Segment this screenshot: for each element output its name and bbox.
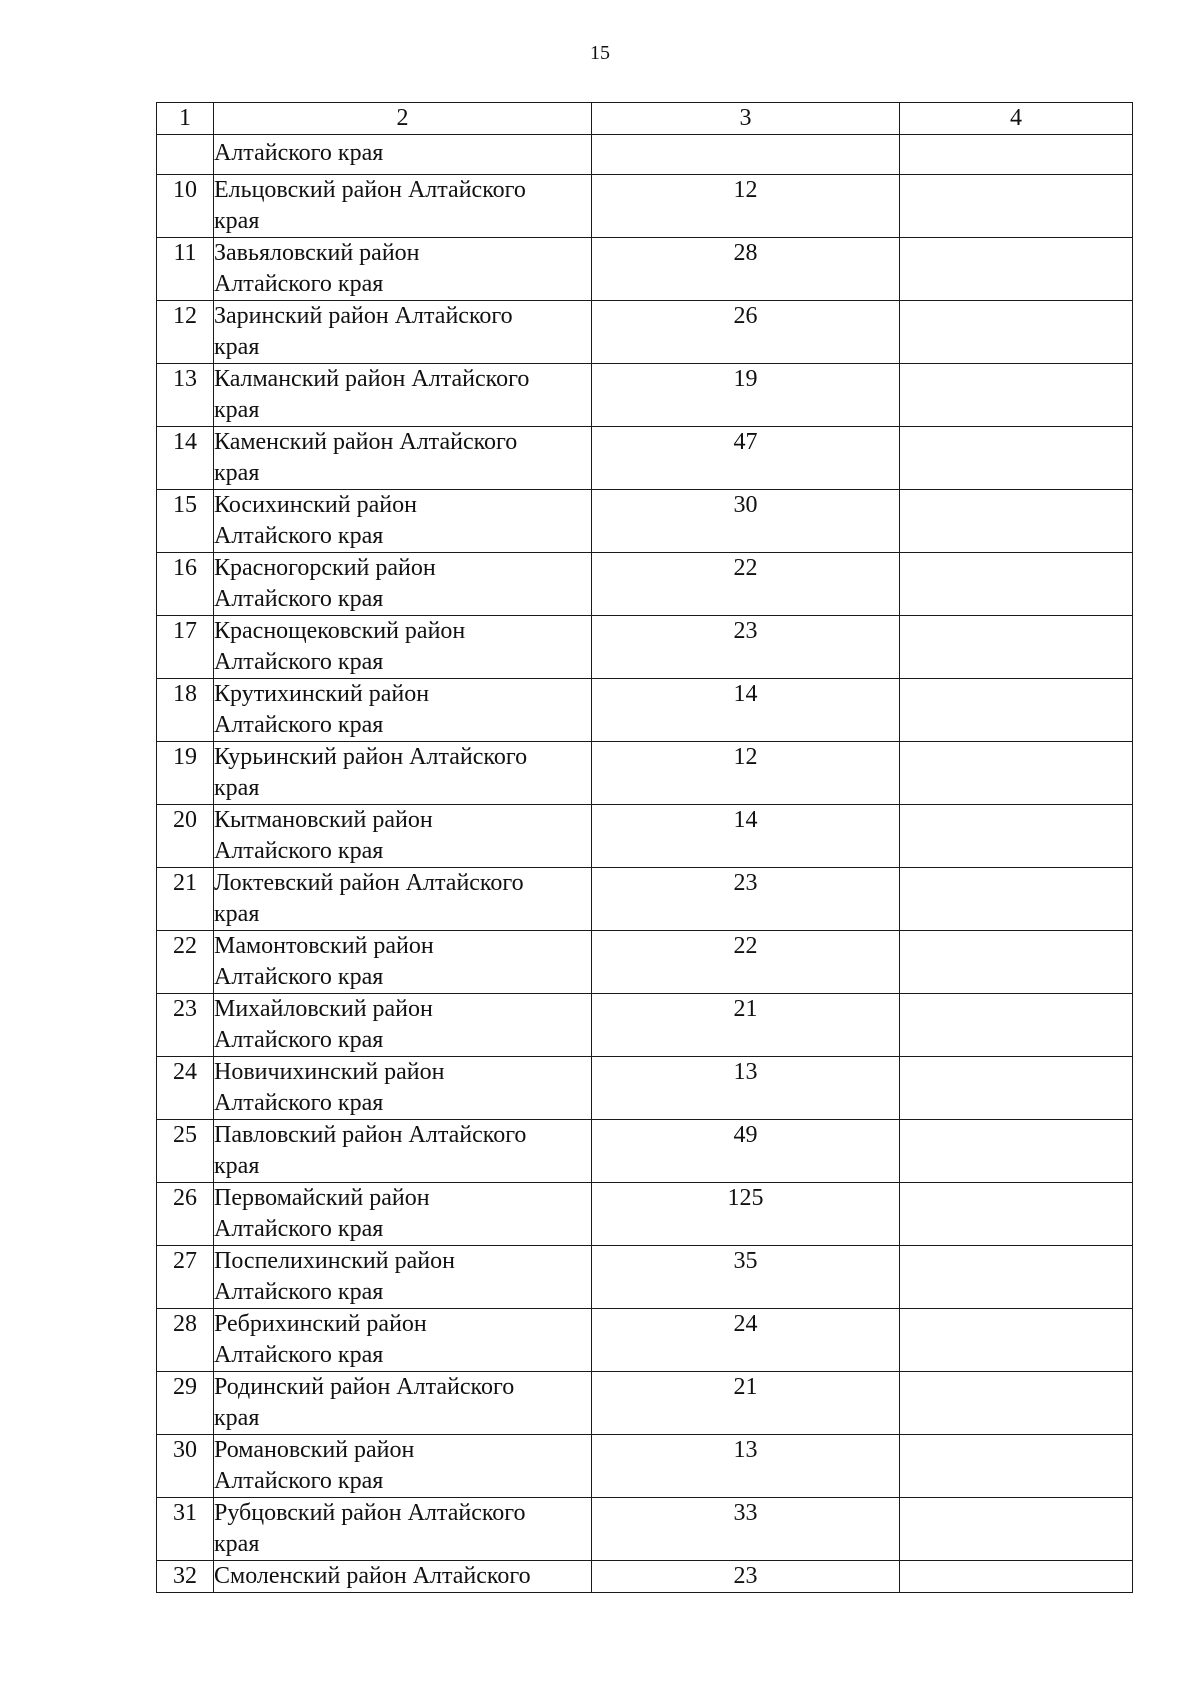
district-name-cell: Смоленский район Алтайского	[214, 1561, 592, 1593]
row-number-cell: 30	[157, 1435, 214, 1498]
district-name-cell	[214, 175, 592, 238]
count-cell: 23	[592, 1561, 900, 1593]
districts-table	[156, 102, 1133, 1593]
note-cell	[900, 616, 1133, 679]
district-name-cell	[214, 1183, 592, 1246]
note-cell	[900, 742, 1133, 805]
district-name-line-1: Калманский район Алтайского	[214, 366, 530, 392]
district-name-line-1: Рубцовский район Алтайского	[214, 1500, 526, 1526]
district-name-line-1: Романовский район	[214, 1437, 415, 1463]
district-name-cell	[214, 1372, 592, 1435]
district-name-line-1: Мамонтовский район	[214, 933, 434, 959]
district-name-cell	[214, 742, 592, 805]
district-name-line-2: края	[214, 1405, 260, 1431]
row-number-cell: 31	[157, 1498, 214, 1561]
count-cell: 19	[592, 364, 900, 427]
district-name-line-2: края	[214, 334, 260, 360]
district-name-line-2: Алтайского края	[214, 1216, 384, 1242]
count-cell: 14	[592, 805, 900, 868]
table-row	[157, 679, 1133, 742]
table-row	[157, 364, 1133, 427]
district-name-line-2: края	[214, 208, 260, 234]
district-name-cell	[214, 1498, 592, 1561]
row-number-cell: 28	[157, 1309, 214, 1372]
district-name-cell	[214, 553, 592, 616]
row-number-cell: 12	[157, 301, 214, 364]
row-number-cell: 17	[157, 616, 214, 679]
district-name-line-2: края	[214, 1153, 260, 1179]
row-number-cell: 24	[157, 1057, 214, 1120]
count-cell: 47	[592, 427, 900, 490]
count-cell: 24	[592, 1309, 900, 1372]
row-number-cell: 10	[157, 175, 214, 238]
page-number: 15	[590, 42, 610, 64]
district-name-line-2: Алтайского края	[214, 1468, 384, 1494]
table-row	[157, 175, 1133, 238]
table-row	[157, 742, 1133, 805]
row-number-cell: 25	[157, 1120, 214, 1183]
note-cell	[900, 490, 1133, 553]
count-cell: 13	[592, 1435, 900, 1498]
district-name-line-2: края	[214, 775, 260, 801]
table-row	[157, 1498, 1133, 1561]
district-name-line-1: Ельцовский район Алтайского	[214, 177, 526, 203]
row-number-cell: 23	[157, 994, 214, 1057]
count-cell: 28	[592, 238, 900, 301]
table-row	[157, 1057, 1133, 1120]
count-cell: 33	[592, 1498, 900, 1561]
district-name-cell	[214, 301, 592, 364]
table-header-row	[157, 103, 1133, 135]
table-row	[157, 1309, 1133, 1372]
note-cell	[900, 868, 1133, 931]
district-name-cell	[214, 1246, 592, 1309]
district-name-cell	[214, 616, 592, 679]
district-name-line-2: края	[214, 901, 260, 927]
note-cell	[900, 1561, 1133, 1593]
district-name-line-1: Курьинский район Алтайского	[214, 744, 528, 770]
count-cell: 23	[592, 868, 900, 931]
count-cell: 125	[592, 1183, 900, 1246]
count-cell: 12	[592, 742, 900, 805]
district-name-cell	[214, 805, 592, 868]
district-name-line-1: Крутихинский район	[214, 681, 430, 707]
note-cell	[900, 1498, 1133, 1561]
row-number-cell: 21	[157, 868, 214, 931]
district-name-cell	[214, 1120, 592, 1183]
count-cell: 26	[592, 301, 900, 364]
note-cell	[900, 301, 1133, 364]
district-name-cell	[214, 427, 592, 490]
count-cell: 23	[592, 616, 900, 679]
district-name-line-2: края	[214, 397, 260, 423]
district-name-cell	[214, 931, 592, 994]
row-number-cell: 11	[157, 238, 214, 301]
table-row	[157, 994, 1133, 1057]
district-name-line-2: Алтайского края	[214, 586, 384, 612]
district-name-line-1: Красногорский район	[214, 555, 436, 581]
count-cell	[592, 135, 900, 175]
district-name-cell	[214, 679, 592, 742]
row-number-cell: 27	[157, 1246, 214, 1309]
district-name-cell	[214, 1057, 592, 1120]
note-cell	[900, 679, 1133, 742]
count-cell: 12	[592, 175, 900, 238]
table-row	[157, 931, 1133, 994]
table-row	[157, 1183, 1133, 1246]
district-name-line-2: Алтайского края	[214, 838, 384, 864]
note-cell	[900, 1120, 1133, 1183]
district-name-line-1: Павловский район Алтайского	[214, 1122, 527, 1148]
count-cell: 13	[592, 1057, 900, 1120]
note-cell	[900, 1246, 1133, 1309]
district-name-cell	[214, 994, 592, 1057]
note-cell	[900, 427, 1133, 490]
row-number-cell	[157, 135, 214, 175]
row-number-cell: 19	[157, 742, 214, 805]
district-name-line-2: Алтайского края	[214, 649, 384, 675]
note-cell	[900, 1057, 1133, 1120]
table-row	[157, 1246, 1133, 1309]
count-cell: 21	[592, 994, 900, 1057]
district-name-line-1: Кытмановский район	[214, 807, 433, 833]
district-name-line-1: Поспелихинский район	[214, 1248, 455, 1274]
count-cell: 22	[592, 931, 900, 994]
column-header-1: 1	[157, 103, 214, 135]
district-name-line-2: Алтайского края	[214, 1090, 384, 1116]
table-row	[157, 1435, 1133, 1498]
note-cell	[900, 994, 1133, 1057]
table-row	[157, 553, 1133, 616]
table-row	[157, 301, 1133, 364]
table-row-continuation	[157, 135, 1133, 175]
district-name-cell	[214, 238, 592, 301]
count-cell: 14	[592, 679, 900, 742]
district-name-line-2: края	[214, 460, 260, 486]
note-cell	[900, 175, 1133, 238]
count-cell: 35	[592, 1246, 900, 1309]
district-name-line-2: Алтайского края	[214, 1027, 384, 1053]
district-name-cell	[214, 1309, 592, 1372]
district-name-cell	[214, 364, 592, 427]
table-row	[157, 490, 1133, 553]
district-name-line-2: Алтайского края	[214, 523, 384, 549]
count-cell: 30	[592, 490, 900, 553]
district-name-line-1: Каменский район Алтайского	[214, 429, 518, 455]
note-cell	[900, 238, 1133, 301]
district-name-line-1: Новичихинский район	[214, 1059, 445, 1085]
district-name-line-2: Алтайского края	[214, 712, 384, 738]
note-cell	[900, 135, 1133, 175]
table-row	[157, 868, 1133, 931]
district-name-line-1: Краснощековский район	[214, 618, 466, 644]
column-header-3: 3	[592, 103, 900, 135]
district-name-cell	[214, 868, 592, 931]
district-name-line-1: Заринский район Алтайского	[214, 303, 513, 329]
district-name-line-2: Алтайского края	[214, 271, 384, 297]
row-number-cell: 26	[157, 1183, 214, 1246]
district-name-line-2: края	[214, 1531, 260, 1557]
table-row	[157, 805, 1133, 868]
district-name-cell: Алтайского края	[214, 135, 592, 175]
district-name-line-1: Первомайский район	[214, 1185, 430, 1211]
district-name-cell	[214, 1435, 592, 1498]
note-cell	[900, 805, 1133, 868]
note-cell	[900, 553, 1133, 616]
district-name-line-1: Ребрихинский район	[214, 1311, 427, 1337]
column-header-4: 4	[900, 103, 1133, 135]
column-header-2: 2	[214, 103, 592, 135]
district-name-line-1: Локтевский район Алтайского	[214, 870, 524, 896]
district-name-line-1: Косихинский район	[214, 492, 417, 518]
note-cell	[900, 1435, 1133, 1498]
row-number-cell: 13	[157, 364, 214, 427]
row-number-cell: 15	[157, 490, 214, 553]
district-name-line-1: Родинский район Алтайского	[214, 1374, 515, 1400]
count-cell: 22	[592, 553, 900, 616]
row-number-cell: 18	[157, 679, 214, 742]
count-cell: 21	[592, 1372, 900, 1435]
row-number-cell: 22	[157, 931, 214, 994]
table-row	[157, 238, 1133, 301]
note-cell	[900, 1309, 1133, 1372]
note-cell	[900, 931, 1133, 994]
district-name-line-2: Алтайского края	[214, 964, 384, 990]
district-name-line-2: Алтайского края	[214, 1279, 384, 1305]
row-number-cell: 20	[157, 805, 214, 868]
count-cell: 49	[592, 1120, 900, 1183]
district-name-cell	[214, 490, 592, 553]
note-cell	[900, 364, 1133, 427]
note-cell	[900, 1372, 1133, 1435]
table-row	[157, 616, 1133, 679]
table-row	[157, 1372, 1133, 1435]
row-number-cell: 14	[157, 427, 214, 490]
table-row	[157, 427, 1133, 490]
table-row	[157, 1120, 1133, 1183]
district-name-line-2: Алтайского края	[214, 1342, 384, 1368]
row-number-cell: 32	[157, 1561, 214, 1593]
district-name-line-1: Завьяловский район	[214, 240, 420, 266]
table-row-last	[157, 1561, 1133, 1593]
district-name-line-1: Михайловский район	[214, 996, 433, 1022]
row-number-cell: 16	[157, 553, 214, 616]
row-number-cell: 29	[157, 1372, 214, 1435]
note-cell	[900, 1183, 1133, 1246]
